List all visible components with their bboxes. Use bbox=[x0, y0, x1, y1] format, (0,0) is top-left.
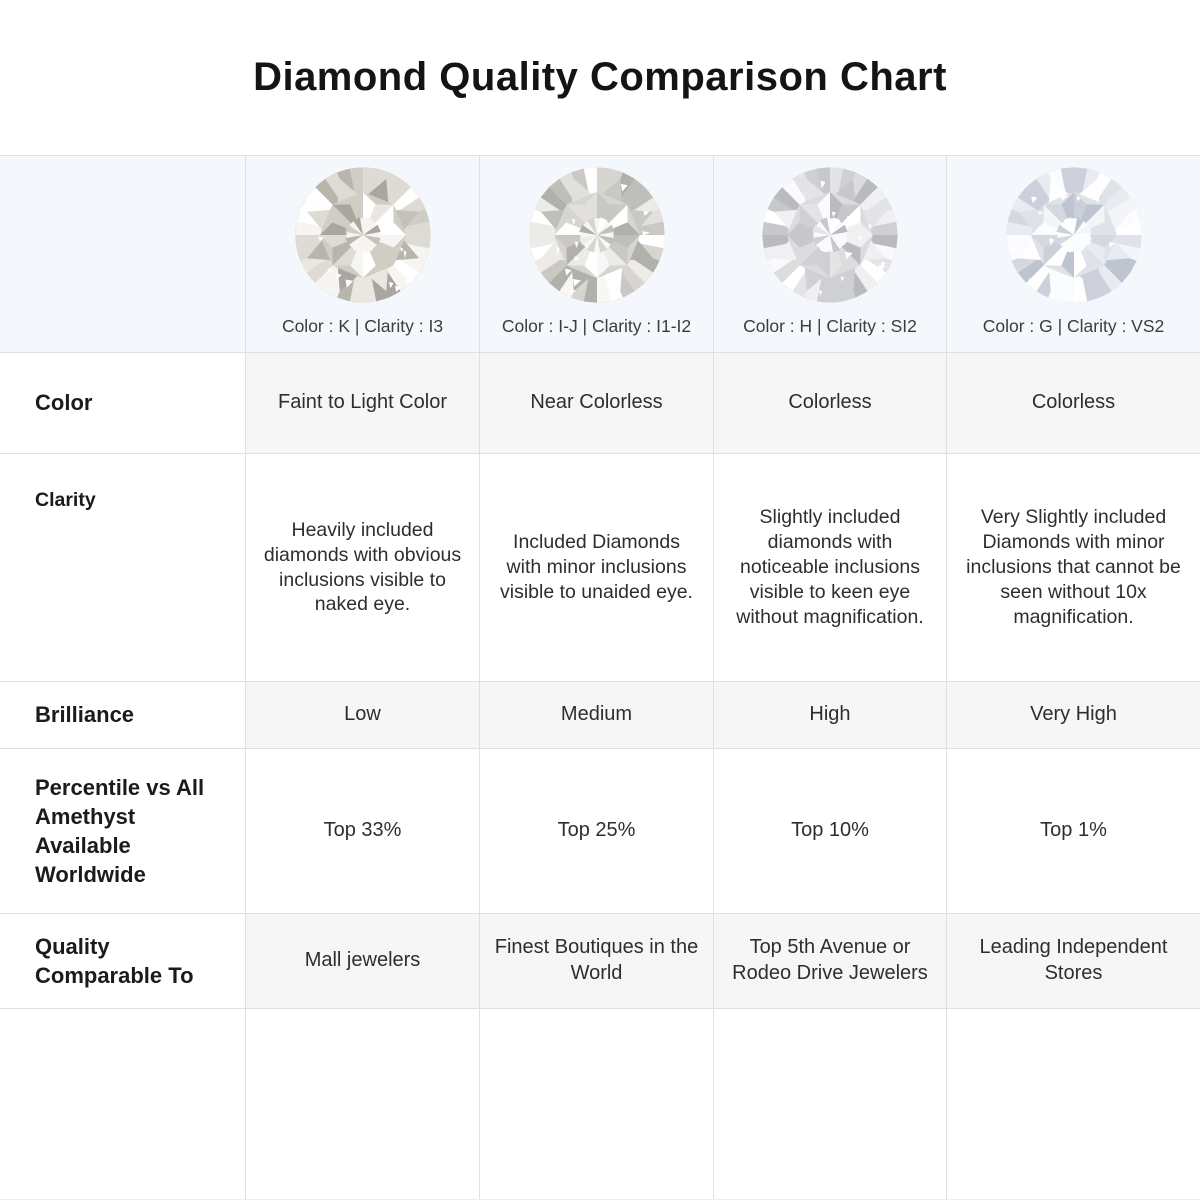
clarity-cell: Very Slightly included Diamonds with minor inclusions that cannot be seen without 10x magnification. bbox=[966, 506, 1181, 628]
row-clarity bbox=[0, 453, 1200, 681]
quality-cell: Mall jewelers bbox=[246, 914, 480, 1008]
clarity-cell: Heavily included diamonds with obvious inclusions visible to naked eye. bbox=[246, 454, 480, 681]
diamond-caption: Color : G | Clarity : VS2 bbox=[982, 315, 1165, 336]
diamond-photo-h-si2 bbox=[761, 166, 899, 304]
quality-cell: Finest Boutiques in the World bbox=[480, 914, 714, 1008]
empty-cell bbox=[480, 1009, 714, 1199]
brilliance-cell: Very High bbox=[947, 682, 1200, 748]
diamond-caption: Color : H | Clarity : SI2 bbox=[743, 315, 917, 336]
row-label-brilliance: Brilliance bbox=[0, 682, 246, 748]
quality-cell: Top 5th Avenue or Rodeo Drive Jewelers bbox=[714, 914, 947, 1008]
diamond-caption: Color : K | Clarity : I3 bbox=[281, 315, 444, 336]
diamond-icon bbox=[528, 166, 666, 304]
row-brilliance bbox=[0, 681, 1200, 748]
column-header-h-si2 bbox=[714, 156, 947, 352]
page-title: Diamond Quality Comparison Chart bbox=[253, 55, 947, 99]
comparison-table bbox=[0, 155, 1200, 1200]
row-label-percentile: Percentile vs All Amethyst Available Worldwide bbox=[0, 749, 246, 913]
clarity-cell: Slightly included diamonds with noticeable inclusions visible to keen eye without magnification. bbox=[714, 454, 947, 681]
percentile-cell: Top 33% bbox=[246, 749, 480, 913]
table-header-row bbox=[0, 155, 1200, 352]
percentile-cell: Top 25% bbox=[480, 749, 714, 913]
quality-cell: Leading Independent Stores bbox=[947, 914, 1200, 1008]
brilliance-cell: Medium bbox=[480, 682, 714, 748]
color-cell: Colorless bbox=[947, 353, 1200, 453]
color-cell: Colorless bbox=[714, 353, 947, 453]
percentile-cell: Top 10% bbox=[714, 749, 947, 913]
row-percentile bbox=[0, 748, 1200, 913]
percentile-cell: Top 1% bbox=[1040, 819, 1107, 842]
diamond-icon bbox=[761, 166, 899, 304]
diamond-photo-g-vs2 bbox=[1005, 166, 1143, 304]
diamond-icon bbox=[1005, 166, 1143, 304]
title-bar bbox=[0, 0, 1200, 155]
row-label-quality-comparable: Quality Comparable To bbox=[0, 914, 246, 1008]
diamond-caption: Color : I-J | Clarity : I1-I2 bbox=[501, 315, 692, 336]
column-header-g-vs2 bbox=[947, 156, 1200, 352]
row-color bbox=[0, 352, 1200, 453]
header-corner-cell bbox=[0, 156, 246, 352]
brilliance-cell: Low bbox=[246, 682, 480, 748]
diamond-photo-ij-i1i2 bbox=[528, 166, 666, 304]
color-cell: Near Colorless bbox=[480, 353, 714, 453]
diamond-photo-k-i3 bbox=[294, 166, 432, 304]
row-label-clarity: Clarity bbox=[0, 454, 246, 681]
empty-cell bbox=[947, 1009, 1200, 1199]
row-label-color: Color bbox=[0, 353, 246, 453]
diamond-icon bbox=[294, 166, 432, 304]
empty-cell bbox=[0, 1009, 246, 1199]
brilliance-cell: High bbox=[714, 682, 947, 748]
empty-cell bbox=[714, 1009, 947, 1199]
column-header-ij-i1i2 bbox=[480, 156, 714, 352]
empty-cell bbox=[246, 1009, 480, 1199]
row-empty bbox=[0, 1008, 1200, 1200]
color-cell: Faint to Light Color bbox=[246, 353, 480, 453]
column-header-k-i3 bbox=[246, 156, 480, 352]
row-quality-comparable bbox=[0, 913, 1200, 1008]
clarity-cell: Included Diamonds with minor inclusions visible to unaided eye. bbox=[480, 454, 714, 681]
